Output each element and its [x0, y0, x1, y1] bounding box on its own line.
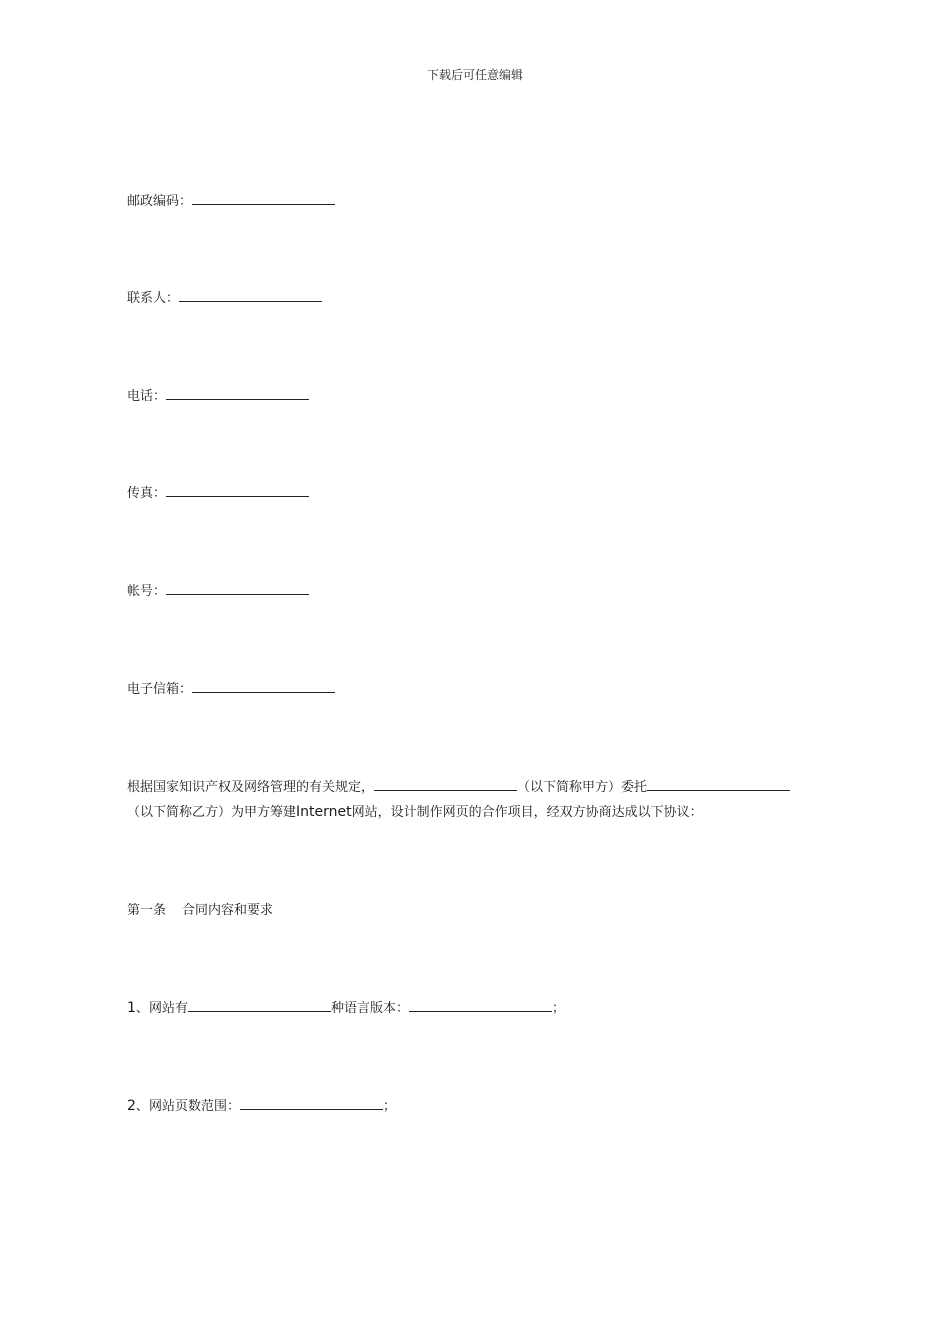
- item-1-text-b: 种语言版本：: [330, 1001, 409, 1016]
- email-line: [127, 678, 335, 702]
- contact-person-line: [127, 287, 322, 311]
- item-2-end: ；: [382, 1099, 396, 1114]
- account-blank: [166, 581, 309, 595]
- intro-paragraph-line-2: [127, 800, 703, 825]
- fax-line: [127, 482, 309, 506]
- language-versions-blank: [409, 998, 552, 1012]
- page-range-blank: [240, 1096, 383, 1110]
- item-2-text-a: 网站页数范围：: [148, 1099, 240, 1114]
- intro-text-2: （以下简称甲方）委托: [517, 780, 648, 795]
- intro-text-1: 根据国家知识产权及网络管理的有关规定，: [127, 780, 375, 795]
- language-count-blank: [188, 998, 331, 1012]
- fax-blank: [166, 483, 309, 497]
- account-label: 帐号：: [127, 584, 167, 599]
- party-b-blank: [647, 777, 790, 791]
- item-2-number: 2: [127, 1098, 136, 1114]
- postal-code-blank: [192, 191, 335, 205]
- party-a-blank: [374, 777, 517, 791]
- article-1-heading: [127, 899, 273, 923]
- item-1-end: ；: [551, 1001, 565, 1016]
- item-1-separator: 、: [135, 1001, 149, 1016]
- item-1-text-a: 网站有: [148, 1001, 188, 1016]
- item-2-separator: 、: [135, 1099, 149, 1114]
- email-label: 电子信箱：: [127, 682, 193, 697]
- intro-paragraph-line-1: [127, 776, 790, 800]
- postal-code-label: 邮政编码：: [127, 194, 193, 209]
- phone-line: [127, 385, 309, 409]
- email-blank: [192, 679, 335, 693]
- fax-label: 传真：: [127, 486, 167, 501]
- postal-code-line: [127, 190, 335, 214]
- page-header: 下载后可任意编辑: [426, 68, 523, 82]
- phone-label: 电话：: [127, 389, 167, 404]
- intro-text-3: （以下简称乙方）为甲方筹建: [127, 805, 297, 820]
- account-line: [127, 580, 309, 604]
- item-2-line: [127, 1094, 396, 1119]
- phone-blank: [166, 386, 309, 400]
- item-1-number: 1: [127, 1000, 136, 1016]
- intro-text-4: 网站，设计制作网页的合作项目，经双方协商达成以下协议：: [351, 805, 703, 820]
- contact-person-label: 联系人：: [127, 291, 180, 306]
- contact-person-blank: [179, 288, 322, 302]
- item-1-line: [127, 996, 565, 1021]
- internet-word: Internet: [296, 804, 352, 820]
- article-number: 第一条: [127, 903, 167, 918]
- article-title: 合同内容和要求: [182, 903, 274, 918]
